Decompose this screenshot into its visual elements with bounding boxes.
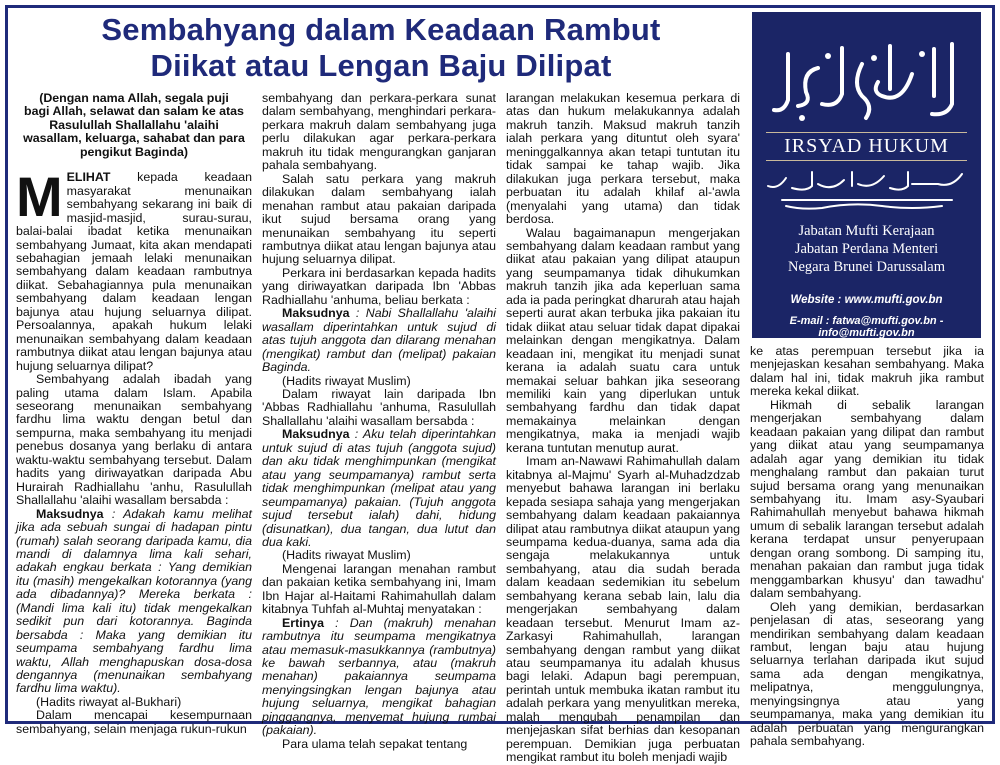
irsyad-hukum-logo-box: [752, 12, 981, 338]
lead-word: ELIHAT: [66, 170, 111, 185]
logo-rule-top: [766, 132, 967, 133]
hadith-translation: [16, 508, 252, 696]
intro-line: wasallam, keluarga, sahabat dan para: [23, 131, 245, 146]
hadith-source: (Hadits riwayat al-Bukhari): [36, 694, 182, 709]
intro-line-3-text: Rasulullah Shallallahu 'alaihi: [49, 117, 219, 132]
paragraph: [16, 165, 252, 373]
paragraph: Imam an-Nawawi Rahimahullah dalam kitabnya al-Majmu' Syarh al-Muhadzdzab menyebut bahawa larangan ini berlaku kepada sesiapa sahaja yang mengerjakan sembahyang dalam keadaan pakaiannya dilipat atau rambutnya diikat ataupun yang seumpama kedua-duanya, sama ada dia sengaja melakukannya untuk sembahyang, atau dia sudah berada dalam keadaan sedemikian itu sebelum sembahyang kerana sebab lain, lalu dia mengerjakan sembahyang dalam keadaan tersebut. Menurut Imam az-Zarkasyi Rahimahullah, larangan sembahyang dengan rambut yang diikat atau seumpamanya itu adalah khusus bagi lelaki. Adapun bagi perempuan, perintah untuk membuka ikatan rambut itu adalah perkara yang menyulitkan mereka, malah mengubah penampilan dan menjejaskan sifat berhias dan kesopanan perempuan. Demikian juga perbuatan mengikat rambut itu boleh menjadi wajib: [506, 454, 740, 765]
intro-line: bagi Allah, selawat dan salam ke atas: [24, 104, 244, 119]
article-title: [14, 12, 748, 84]
label-maksudnya: Maksudnya: [282, 427, 350, 442]
logo-email: E-mail : fatwa@mufti.gov.bn - info@mufti.gov.bn: [789, 315, 944, 339]
title-line-2: Diikat atau Lengan Baju Dilipat: [150, 48, 612, 83]
paragraph: Para ulama telah sepakat tentang: [282, 736, 468, 751]
paragraph: Perkara ini berdasarkan kepada hadits yang diriwayatkan daripada Ibn 'Abbas Radhiallahu 'anhuma, beliau berkata :: [262, 265, 496, 307]
logo-line-1: Jabatan Mufti Kerajaan: [798, 223, 935, 239]
title-line-1: Sembahyang dalam Keadaan Rambut: [101, 12, 661, 47]
paragraph-text: kepada keadaan masyarakat menunaikan sembahyang sekarang ini baik di masjid-masjid, surau-surau, balai-balai ibadat ketika menunaikan sembahyang Jumaat, kita akan mendapati sebahagian jemaah lelaki menunaikan sembahyang dalam keadaan rambutnya diikat. Sebahagiannya pula menunaikan sembahyang dalam keadaan lengan bajunya atau hujung seluarnya dilipat. Persoalannya, apakah hukum lelaki menunaikan sembahyang dalam keadaan rambutnya diikat atau lengan bajunya atau hujung seluarnya dilipat?: [16, 170, 252, 373]
intro-line: pengikut Baginda): [79, 144, 189, 159]
column-1: [16, 91, 253, 736]
paragraph: ke atas perempuan tersebut jika ia menjejaskan kesahan sembahyang. Maka dalam hal ini, tidak makruh jika rambut mereka kekal diikat.: [750, 344, 984, 399]
quote-text: : Dan (makruh) menahan rambutnya itu seumpama mengikatnya atau memasuk-masukkannya (rambutnya) ke bawah serbannya, atau (makruh menahan) pakaiannya seumpama menyingsingkan lengan bajunya atau hujung seluarnya, mengikat bahagian pinggangnya, menyemat hujung rumbai (pakaian).: [262, 615, 496, 738]
paragraph: Dalam riwayat lain daripada Ibn 'Abbas Radhiallahu 'anhuma, Rasulullah Shallallahu 'alaihi wasallam bersabda :: [262, 386, 496, 428]
paragraph: larangan melakukan kesemua perkara di atas dan hukum melakukannya adalah makruh tanzih. Maksud makruh tanzih ialah perkara yang dituntut oleh syara' meninggalkannya akan tetapi tuntutan itu tidak sampai ke tahap wajib. Jika dilakukan juga perkara tersebut, maka perbuatan itu adalah khilaf al-'awla (menyalahi yang utama) dan tidak berdosa.: [506, 91, 740, 227]
paragraph: Oleh yang demikian, berdasarkan penjelasan di atas, seseorang yang mendirikan sembahyang dalam keadaan rambut, lengan baju atau hujung seluarnya terlahan daripada ikut sujud sama ada dengan mengikatnya, melipatnya, menggulungnya, menyingsingnya atau yang seumpamanya, maka yang demikian itu adalah perbuatan yang mengurangkan pahala sembahyang.: [750, 599, 984, 749]
hadith-text: : Nabi Shallallahu 'alaihi wasallam diperintahkan untuk sujud di atas tujuh anggota dan dilarang menahan (mengikat) rambut dan (melipat) pakaian Baginda.: [262, 306, 496, 375]
hadith-translation: [262, 428, 496, 549]
intro-line: [16, 119, 252, 132]
column-3: [506, 91, 740, 765]
paragraph: Sembahyang adalah ibadah yang paling utama dalam Islam. Apabila seseorang menunaikan sembahyang fardhu lima waktu dengan betul dan sempurna, maka sembahyang itu menjadi penebus dosanya yang berlaku di antara waktu-waktu sembahyang tersebut. Dalam hadits yang diriwayatkan daripada Abu Hurairah Radhiallahu 'anhu, Rasulullah Shallallahu 'alaihi wasallam bersabda :: [16, 372, 252, 508]
label-ertinya: Ertinya: [282, 615, 325, 630]
paragraph: sembahyang dan perkara-perkara sunat dalam sembahyang, menghindari perkara-perkara makruh dalam sembahyang juga perlu dilakukan agar perkara-perkara makruh itu tidak mengurangkan ganjaran pahala sembahyang.: [262, 91, 496, 173]
logo-line-2: Jabatan Perdana Menteri: [794, 241, 939, 257]
logo-rule-bottom: [766, 160, 967, 161]
hadith-source: (Hadits riwayat Muslim): [282, 548, 411, 563]
paragraph: Dalam mencapai kesempurnaan sembahyang, selain menjaga rukun-rukun: [16, 708, 252, 736]
hadith-text: : Aku telah diperintahkan untuk sujud di atas tujuh (anggota sujud) dan aku tidak menghimpunkan (mengikat atau yang seumpamanya) rambut serta tidak menghimpunkan (melipat atau yang seumpamanya) pakaian. (Tujuh anggota sujud tersebut ialah) dahi, hidung (disunatkan), dua tangan, dua lutut dan dua kaki.: [262, 427, 496, 549]
logo-brand: IRSYAD HUKUM: [784, 135, 949, 157]
paragraph: Hikmah di sebalik larangan mengerjakan sembahyang dalam keadaan pakaian yang dilipat dan rambut yang diikat atau yang seumpamanya adalah agar yang demikian itu tidak menghalang rambut dan pakaian turut sujud bersama orang yang menunaikan sembahyang itu. Imam asy-Syaubari Rahimahullah menyebut bahawa hikmah umum di sebalik larangan tersebut adalah kerana terdapat unsur penyerupaan dengan orang sombong. Di samping itu, menahan pakaian dan rambut juga tidak menggambarkan khusyu' dan tawadhu' dalam sembahyang.: [750, 397, 984, 601]
paragraph: Walau bagaimanapun mengerjakan sembahyang dalam keadaan rambut yang diikat atau pakaian yang dilipat ataupun yang seumpamanya tidak dihukumkan makruh tanzih jika ada keperluan sama ada ia pada peringkat dharurah atau hajah seperti aurat akan terbuka jika pakaian itu tidak diikat atau seluar tidak dapat dipakai melainkan dengan mengikatnya. Dalam keadaan ini, mengikat itu menjadi sunat kerana ia adalah suatu cara untuk memakai seluar bahkan jika seseorang memiliki kain yang diperlukan untuk sembahyang fardhu dan tidak dapat memakainya melainkan dengan mengikatnya, maka ia menjadi wajib kerana tuntutan menutup aurat.: [506, 225, 740, 455]
logo-website: Website : www.mufti.gov.bn: [790, 294, 943, 306]
label-maksudnya: Maksudnya: [36, 506, 104, 521]
logo-line-3: Negara Brunei Darussalam: [787, 259, 946, 275]
paragraph: Mengenai larangan menahan rambut dan pakaian ketika sembahyang ini, Imam Ibn Hajar al-Haitami Rahimahullah dalam kitabnya Tuhfah al-Muhtaj menyatakan :: [262, 561, 496, 617]
arabic-subtitle-art: [762, 166, 971, 212]
arabic-calligraphy-logo: [762, 34, 971, 124]
hadith-source: (Hadits riwayat Muslim): [282, 373, 411, 388]
drop-cap: M: [16, 165, 63, 229]
paragraph: Salah satu perkara yang makruh dilakukan dalam sembahyang ialah menahan rambut atau pakaian daripada ikut sujud bersama orang yang menunaikan sembahyang itu seperti rambutnya diikat atau lengan bajunya atau hujung seluarnya dilipat.: [262, 171, 496, 267]
intro-block: [16, 92, 252, 159]
label-maksudnya: Maksudnya: [282, 306, 350, 321]
column-2: [262, 91, 496, 751]
hadith-text: : Adakah kamu melihat jika ada sebuah sungai di hadapan pintu (rumah) salah seorang daripada kamu, dia mandi di dalamnya lima kali sehari, adakah engkau berkata : Yang demikian itu (masih) mengekalkan kotorannya (yang ada dibadannya)? Mereka berkata : (Mandi lima kali itu) tidak mengekalkan sedikit pun dari kotorannya. Baginda bersabda : Maka yang demikian itu seumpama sembahyang fardhu lima waktu, Allah menghapuskan dosa-dosa dengannya (menunaikan sembahyang fardhu lima waktu).: [16, 506, 253, 696]
quote-translation: [262, 617, 496, 738]
logo-department-lines: [752, 222, 981, 276]
hadith-translation: [262, 307, 496, 374]
intro-line: (Dengan nama Allah, segala puji: [39, 91, 229, 105]
column-4: [750, 344, 984, 749]
